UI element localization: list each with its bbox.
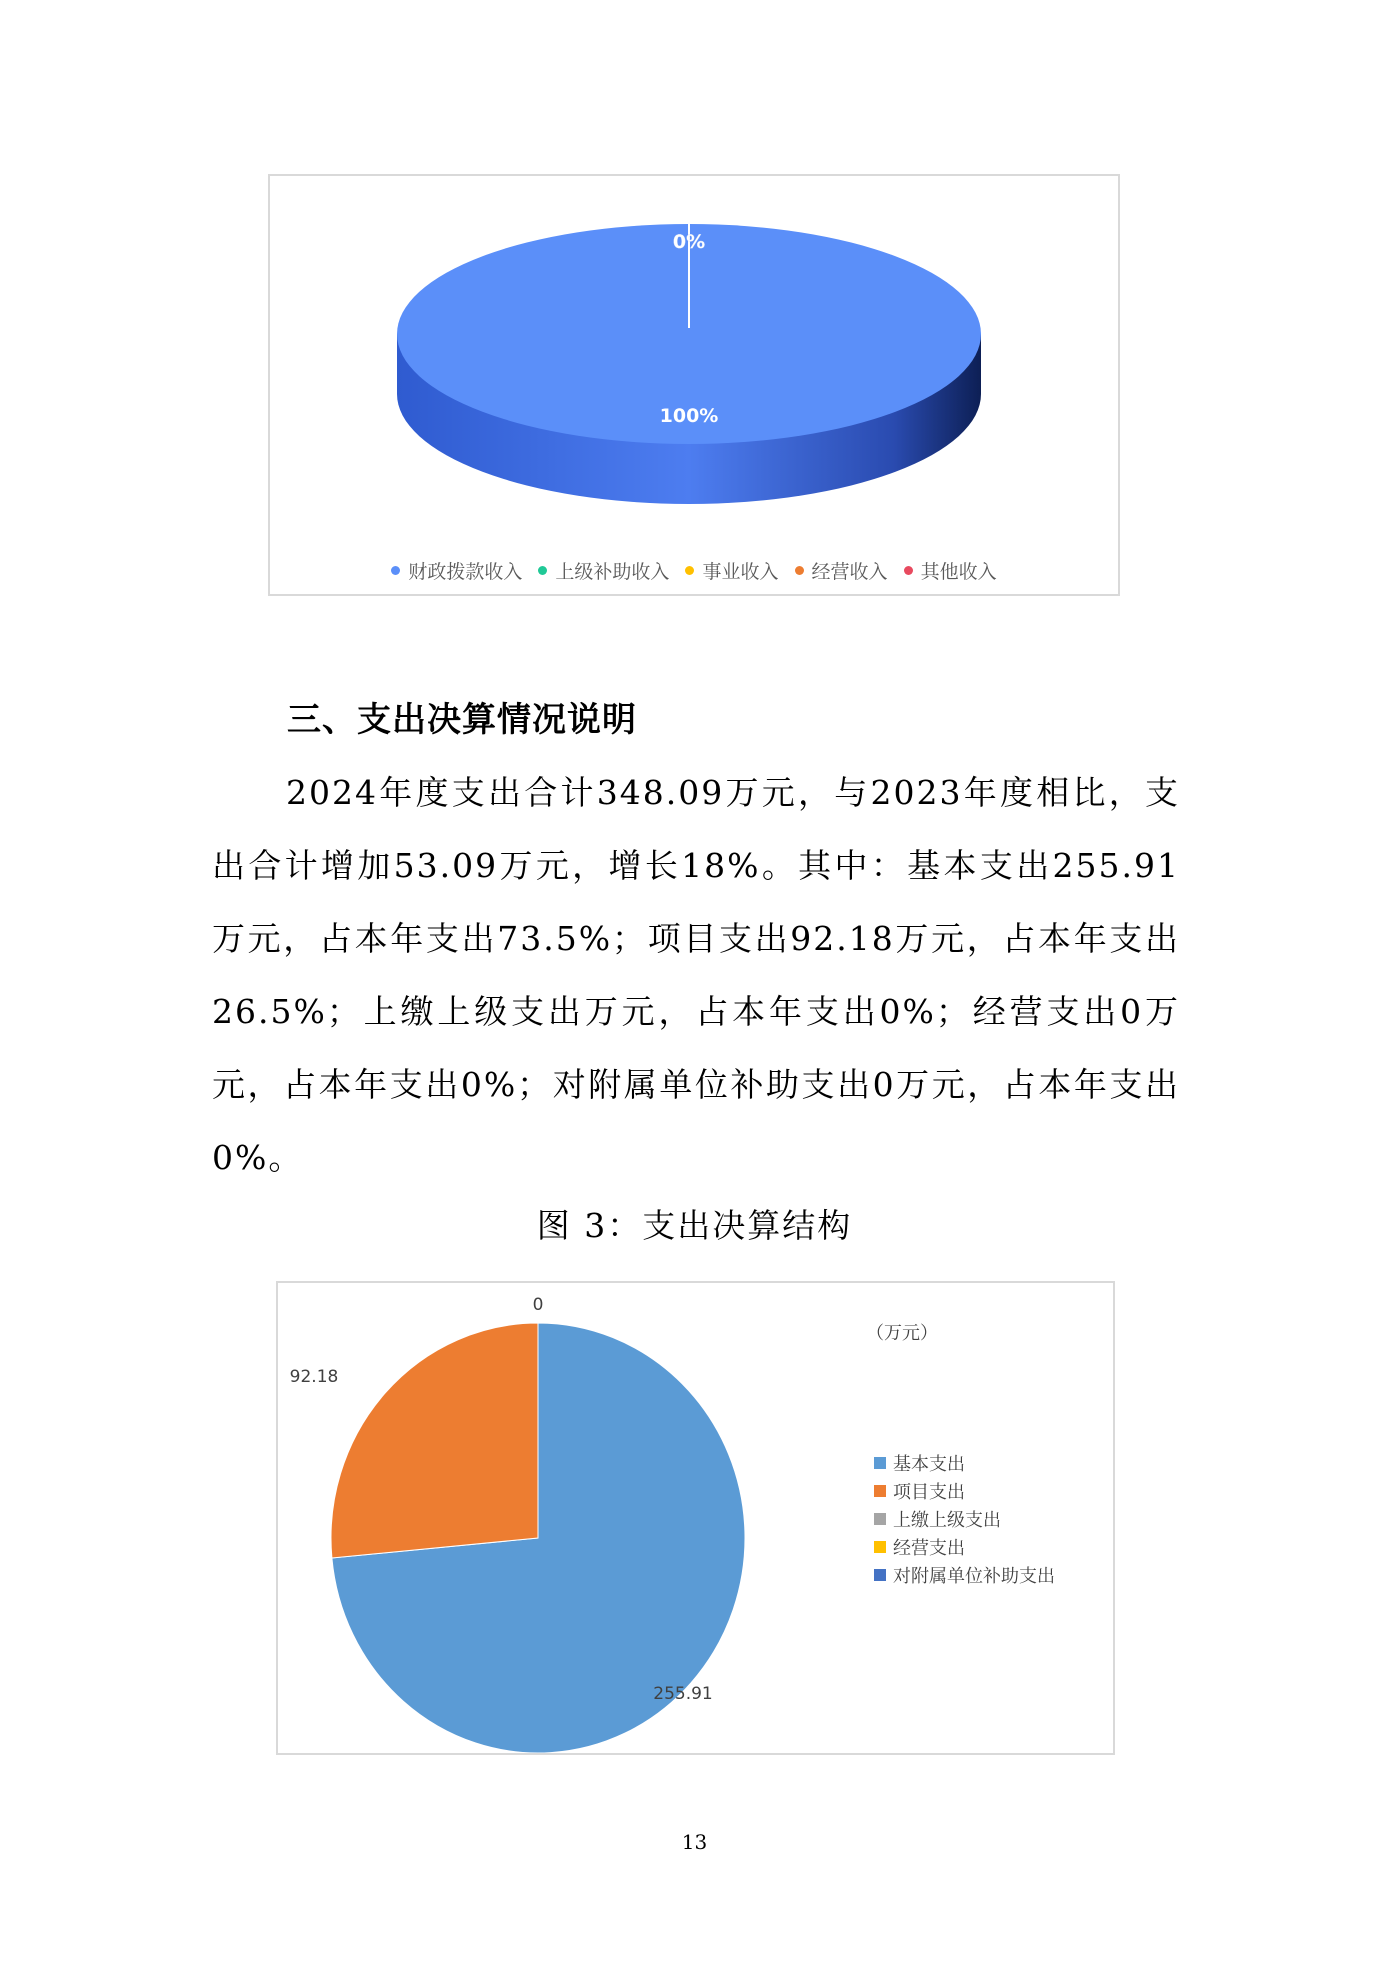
legend-item: 财政拨款收入 <box>391 557 522 584</box>
legend-dot-icon <box>904 566 913 575</box>
figure-caption: 图 3：支出决算结构 <box>536 1206 853 1245</box>
data-label-1: 92.18 <box>289 1367 339 1387</box>
legend-item: 其他收入 <box>904 557 997 584</box>
expense-legend <box>874 1451 1055 1591</box>
legend-square-icon <box>874 1485 886 1497</box>
data-label-2: 0 <box>532 1295 544 1315</box>
legend-dot-icon <box>685 566 694 575</box>
legend-item: 经营收入 <box>795 557 888 584</box>
legend-dot-icon <box>795 566 804 575</box>
legend-item: 对附属单位补助支出 <box>874 1563 1055 1591</box>
legend-item: 上缴上级支出 <box>874 1507 1055 1535</box>
pie-slice-1 <box>331 1323 538 1558</box>
legend-item: 项目支出 <box>874 1479 1055 1507</box>
income-legend <box>270 557 1118 584</box>
legend-item: 上级补助收入 <box>538 557 669 584</box>
data-label-1: 100% <box>659 405 719 427</box>
data-label-0: 255.91 <box>653 1684 713 1704</box>
unit-label: （万元） <box>866 1323 938 1344</box>
data-label-0: 0% <box>672 231 706 253</box>
section-paragraph: 2024年度支出合计348.09万元，与2023年度相比，支出合计增加53.09万元，增长18%。其中：基本支出255.91万元，占本年支出73.5%；项目支出92.18万元，占本年支出26.5%；上缴上级支出万元，占本年支出0%；经营支出0万元，占本年支出0%；对附属单位补助支出0万元，占本年支出0%。 <box>212 773 1180 1177</box>
page-number: 13 <box>681 1830 708 1854</box>
legend-dot-icon <box>538 566 547 575</box>
section-heading: 三、支出决算情况说明 <box>287 700 637 740</box>
expense-pie-chart <box>276 1281 1115 1755</box>
legend-square-icon <box>874 1541 886 1553</box>
income-pie-chart <box>268 174 1120 596</box>
legend-item: 事业收入 <box>685 557 778 584</box>
legend-square-icon <box>874 1513 886 1525</box>
income-pie-svg <box>270 176 1118 596</box>
legend-square-icon <box>874 1457 886 1469</box>
legend-item: 经营支出 <box>874 1535 1055 1563</box>
legend-square-icon <box>874 1569 886 1581</box>
legend-dot-icon <box>391 566 400 575</box>
legend-item: 基本支出 <box>874 1451 1055 1479</box>
